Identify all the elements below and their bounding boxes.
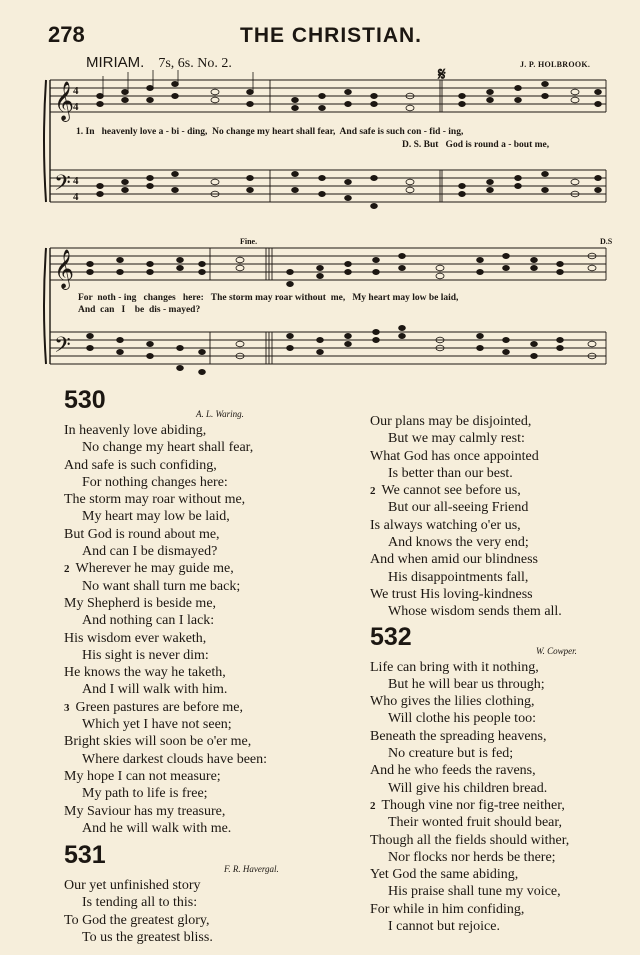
- line-text: And he will walk with me.: [82, 820, 232, 836]
- verse-number: 2: [64, 563, 70, 576]
- hymn-line: [370, 551, 630, 568]
- line-text: His wisdom ever waketh,: [64, 630, 207, 646]
- line-text: Life can bring with it nothing,: [370, 659, 539, 675]
- hymn-number: 531: [64, 841, 106, 870]
- hymn-number: 530: [64, 386, 106, 414]
- hymn-line: [370, 693, 630, 710]
- hymn-line: [370, 465, 630, 482]
- line-text: Though vine nor fig-tree neither,: [381, 797, 565, 813]
- hymn-line: [64, 647, 364, 664]
- system2-lyric-ds: And can I be dis - mayed?: [78, 305, 201, 315]
- notes-bass-2: [87, 325, 596, 374]
- line-text: And when amid our blindness: [370, 552, 538, 568]
- hymn-line: [370, 883, 630, 900]
- line-text: Our yet unfinished story: [64, 878, 201, 894]
- notes-treble-1: [97, 70, 602, 111]
- page-title: THE CHRISTIAN.: [240, 24, 422, 47]
- hymn-line: [370, 901, 630, 918]
- hymn-column-right: [370, 413, 630, 935]
- line-text: Yet God the same abiding,: [370, 867, 519, 883]
- hymn-line: [64, 894, 364, 911]
- hymn-line: [370, 586, 630, 603]
- hymn-line: [370, 814, 630, 831]
- line-text: Though all the fields should wither,: [370, 832, 570, 848]
- line-text: No change my heart shall fear,: [82, 440, 254, 456]
- line-text: Who gives the lilies clothing,: [370, 694, 535, 710]
- hymn-line: [370, 849, 630, 866]
- line-text: My Shepherd is beside me,: [64, 595, 217, 611]
- hymn-line: [64, 578, 364, 595]
- hymn-line: [64, 681, 364, 698]
- tune-composer: J. P. HOLBROOK.: [520, 60, 591, 69]
- tune-name: MIRIAM.: [86, 54, 145, 71]
- hymn-line: [370, 430, 630, 447]
- line-text: In heavenly love abiding,: [64, 423, 207, 438]
- hymn-line: [64, 491, 364, 508]
- line-text: To us the greatest bliss.: [82, 930, 213, 946]
- hymn-line: [370, 413, 630, 430]
- hymn-line: [64, 595, 364, 612]
- music-system-2: [40, 232, 613, 382]
- line-text: Beneath the spreading heavens,: [370, 728, 547, 744]
- treble-clef-icon: 𝄞: [54, 251, 75, 288]
- hymn-line: [370, 659, 630, 676]
- line-text: My hope I can not measure;: [64, 768, 221, 784]
- hymn-530-text: [64, 422, 364, 837]
- segno-sign: 𝄋: [438, 64, 446, 84]
- line-text: And knows the very end;: [388, 535, 529, 551]
- svg-text:4: 4: [73, 175, 79, 187]
- hymn-line: [370, 797, 630, 814]
- hymn-line: [64, 422, 364, 439]
- system1-lyric-verse: 1. In heavenly love a - bi - ding, No change my heart shall fear, And safe is such con - fid - ing,: [76, 127, 464, 137]
- line-text: His praise shall tune my voice,: [388, 884, 561, 900]
- line-text: Green pastures are before me,: [75, 699, 244, 715]
- hymn-author: W. Cowper.: [536, 645, 577, 656]
- hymn-531-heading: [64, 841, 364, 877]
- hymn-line: [64, 543, 364, 560]
- hymn-line: [370, 482, 630, 499]
- hymn-line: [370, 780, 630, 797]
- hymn-line: [370, 918, 630, 935]
- hymn-line: [64, 508, 364, 525]
- hymn-532-text: [370, 659, 630, 936]
- line-text: Where darkest clouds have been:: [82, 751, 268, 767]
- ds-mark: D.S: [600, 237, 613, 246]
- hymn-line: [64, 929, 364, 946]
- bass-clef-icon: 𝄢: [54, 333, 71, 362]
- hymn-line: [64, 457, 364, 474]
- verse-number: 3: [64, 701, 70, 714]
- line-text: Will give his children bread.: [388, 780, 548, 796]
- line-text: Which yet I have not seen;: [82, 717, 232, 733]
- hymn-line: [64, 820, 364, 837]
- line-text: But he will bear us through;: [388, 676, 545, 692]
- svg-text:4: 4: [73, 191, 79, 203]
- line-text: No want shall turn me back;: [82, 578, 241, 594]
- line-text: Will clothe his people too:: [388, 711, 536, 727]
- hymn-line: [370, 745, 630, 762]
- line-text: But we may calmly rest:: [388, 431, 525, 447]
- line-text: We trust His loving-kindness: [370, 586, 533, 602]
- hymn-line: [64, 699, 364, 716]
- line-text: And I will walk with him.: [82, 682, 228, 698]
- line-text: Our plans may be disjointed,: [370, 414, 532, 429]
- line-text: No creature but is fed;: [388, 746, 514, 762]
- line-text: And can I be dismayed?: [82, 544, 218, 560]
- hymn-line: [64, 803, 364, 820]
- line-text: Is better than our best.: [388, 465, 513, 481]
- hymn-line: [370, 517, 630, 534]
- notes-treble-2: [87, 253, 596, 286]
- line-text: But our all-seeing Friend: [388, 500, 529, 516]
- tune-meter: 7s, 6s. No. 2.: [158, 56, 232, 71]
- hymn-line: [370, 866, 630, 883]
- line-text: And he who feeds the ravens,: [370, 763, 536, 779]
- hymn-line: [64, 877, 364, 894]
- hymn-number: 532: [370, 622, 412, 651]
- line-text: To God the greatest glory,: [64, 912, 210, 928]
- verse-number: 2: [370, 799, 376, 812]
- fine-mark: Fine.: [240, 237, 258, 246]
- hymn-line: [64, 560, 364, 577]
- line-text: Wherever he may guide me,: [75, 561, 234, 577]
- hymn-line: [370, 534, 630, 551]
- line-text: We cannot see before us,: [381, 483, 521, 499]
- hymn-line: [370, 569, 630, 586]
- line-text: Is always watching o'er us,: [370, 517, 521, 533]
- line-text: Whose wisdom sends them all.: [388, 604, 562, 620]
- hymn-line: [64, 630, 364, 647]
- hymn-line: [64, 912, 364, 929]
- line-text: But God is round about me,: [64, 526, 220, 542]
- hymn-line: [64, 716, 364, 733]
- hymn-line: [370, 603, 630, 620]
- hymn-line: [370, 762, 630, 779]
- hymn-column-left: [64, 386, 364, 946]
- hymn-line: [64, 612, 364, 629]
- hymn-line: [370, 832, 630, 849]
- bass-clef-icon: 𝄢: [54, 171, 71, 200]
- hymn-line: [64, 439, 364, 456]
- hymn-530-heading: [64, 386, 364, 422]
- hymn-line: [370, 499, 630, 516]
- hymn-line: [64, 526, 364, 543]
- hymn-line: [64, 664, 364, 681]
- hymn-532-heading: [370, 622, 630, 659]
- line-text: My heart may low be laid,: [82, 509, 230, 525]
- line-text: What God has once appointed: [370, 448, 539, 464]
- svg-text:4: 4: [73, 85, 79, 97]
- hymn-line: [64, 751, 364, 768]
- line-text: His disappointments fall,: [388, 569, 529, 585]
- hymn-line: [64, 785, 364, 802]
- hymn-author: F. R. Havergal.: [224, 864, 279, 875]
- page-number: 278: [48, 22, 85, 47]
- line-text: His sight is never dim:: [82, 647, 209, 663]
- verse-number: 2: [370, 485, 376, 498]
- line-text: And safe is such confiding,: [64, 457, 217, 473]
- line-text: For while in him confiding,: [370, 901, 525, 917]
- svg-text:4: 4: [73, 101, 79, 113]
- line-text: Bright skies will soon be o'er me,: [64, 734, 252, 750]
- notes-bass-1: [97, 171, 602, 208]
- line-text: For nothing changes here:: [82, 474, 228, 490]
- hymn-line: [64, 768, 364, 785]
- hymn-line: [370, 676, 630, 693]
- line-text: Nor flocks nor herds be there;: [388, 849, 556, 865]
- hymn-line: [64, 733, 364, 750]
- line-text: My path to life is free;: [82, 786, 208, 802]
- system1-lyric-ds: D. S. But God is round a - bout me,: [402, 140, 550, 150]
- hymn-line: [370, 710, 630, 727]
- treble-clef-icon: 𝄞: [54, 83, 75, 120]
- hymn-line: [370, 448, 630, 465]
- line-text: Is tending all to this:: [82, 895, 198, 911]
- line-text: My Saviour has my treasure,: [64, 803, 226, 819]
- line-text: I cannot but rejoice.: [388, 919, 500, 935]
- hymn-531-text-part2: [370, 413, 630, 621]
- hymn-531-text-part1: [64, 877, 364, 946]
- hymn-line: [370, 728, 630, 745]
- line-text: And nothing can I lack:: [82, 613, 215, 629]
- line-text: He knows the way he taketh,: [64, 665, 226, 681]
- hymn-author: A. L. Waring.: [196, 409, 244, 419]
- line-text: The storm may roar without me,: [64, 492, 246, 508]
- system2-lyric-verse: For noth - ing changes here: The storm may roar without me, My heart may low be laid,: [78, 293, 459, 303]
- line-text: Their wonted fruit should bear,: [388, 815, 563, 831]
- hymn-line: [64, 474, 364, 491]
